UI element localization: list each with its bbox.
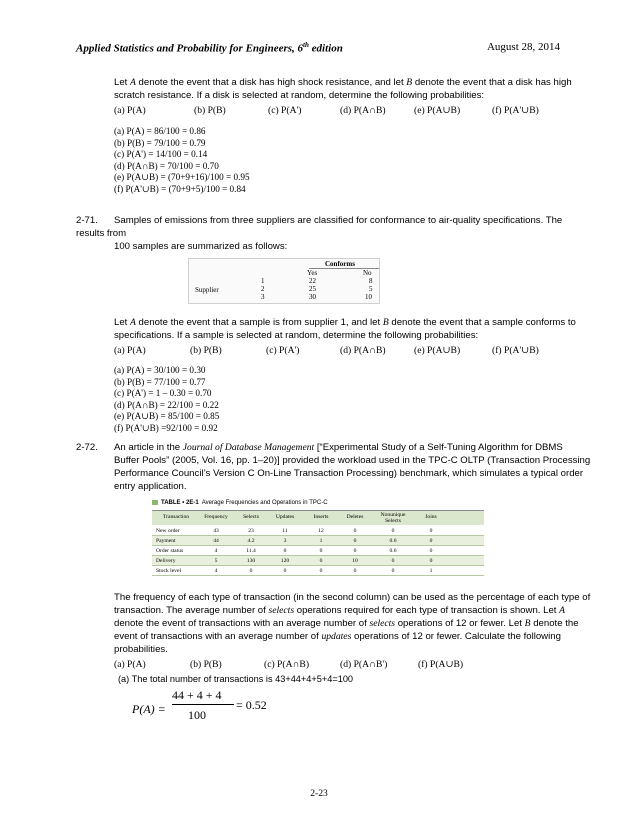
problem-71-line-1: Samples of emissions from three suppliers are classified for conformance to air-quality specifications. The [114,215,563,226]
cell: Order status [156,548,184,554]
no-2: 5 [369,285,373,293]
problem-72-para-4: event of transactions with an average number of updates operations of 12 or fewer. Calculate the following [114,631,561,642]
running-header-title: Applied Statistics and Probability for Engineers, 6th edition [76,41,343,55]
cell: 0.6 [389,548,397,554]
caption-marker [152,500,158,505]
option-d: (d) P(A∩B) [340,345,386,356]
cell: Delivery [156,558,176,564]
problem-72-line-2: Buffer Pools” (2005, Vol. 16, pp. 1–20)] provided the workload used in the TPC-C OLTP (Transaction Processing [114,455,591,466]
col-yes: Yes [307,269,318,277]
no-3: 10 [365,293,372,301]
cell: 0 [283,568,287,574]
table-row [152,526,484,536]
no-1: 8 [369,277,373,285]
problem-71-number: 2-71. [76,215,98,226]
cell: 0 [429,528,433,534]
problem-71-question-1: Let A denote the event that a sample is from supplier 1, and let B denote the event that a sample conforms to [114,317,576,328]
problem-70-line-1: Let A denote the event that a disk has high shock resistance, and let B denote the event that a disk has high [114,77,572,88]
problem-72-line-3: Performance Council’s Version C On-Line Transaction Processing) benchmark, which simulates a typical order [114,468,584,479]
conforms-header: Conforms [325,260,355,268]
tpc-c-table [152,500,484,578]
formula-result: = 0.52 [236,698,267,712]
col-frequency: Frequency [204,514,228,520]
conformance-table [188,258,380,304]
cell: 120 [280,558,290,564]
cell: 1 [319,538,323,544]
table-header-row [152,510,484,525]
formula-denominator: 100 [188,708,206,722]
option-d: (d) P(A∩B') [340,659,388,670]
problem-70-options [114,105,554,118]
col-updates: Updates [275,514,295,520]
problem-72-para-5: probabilities. [114,644,168,655]
problem-72-line-1: An article in the Journal of Database Management [“Experimental Study of a Self-Tuning Algorithm for DBMS [114,442,563,453]
cell: 0 [319,568,323,574]
answer-line: (f) P(A'∪B) =92/100 = 0.92 [114,422,218,433]
fraction-bar [172,704,234,705]
cell: 0 [429,538,433,544]
option-b: (b) P(B) [194,105,226,116]
option-b: (b) P(B) [190,659,222,670]
col-joins: Joins [425,514,437,520]
cell: 23 [248,528,254,534]
cell: 0 [429,558,433,564]
cell: 0 [353,528,357,534]
problem-72-line-4: entry application. [114,481,187,492]
cell: 0 [283,548,287,554]
answer-line: (a) P(A) = 30/100 = 0.30 [114,365,206,375]
option-c: (c) P(A') [266,345,300,356]
option-a: (a) P(A) [114,105,146,116]
option-e: (e) P(A∪B) [414,345,461,356]
cell: Payment [156,538,176,544]
option-f: (f) P(A'∪B) [492,345,539,356]
option-a: (a) P(A) [114,345,146,356]
table-caption: TABLE • 2E-1 Average Frequencies and Operations in TPC-C [152,500,328,506]
table-row [152,556,484,566]
problem-71-line-2: results from [76,228,127,239]
cell: 12 [318,528,324,534]
yes-2: 25 [309,285,316,293]
answer-line: (d) P(A∩B) = 70/100 = 0.70 [114,160,219,171]
answer-line: (f) P(A'∪B) = (70+9+5)/100 = 0.84 [114,183,246,194]
problem-72-answer-intro: (a) The total number of transactions is 43+44+4+5+4=100 [118,674,354,684]
option-c: (c) P(A∩B) [264,659,310,670]
cell: 4 [214,548,218,554]
cell: 3 [283,538,287,544]
cell: 1 [429,568,433,574]
cell: 0.6 [389,538,397,544]
cell: 4 [214,568,218,574]
problem-71-answers [114,365,219,435]
problem-72-number: 2-72. [76,442,98,453]
cell: 5 [214,558,218,564]
problem-71-question-2: specifications. If a sample is selected at random, determine the following probabilities: [114,330,479,341]
supplier-1: 1 [261,277,265,285]
answer-line: (e) P(A∪B) = (70+9+16)/100 = 0.95 [114,172,250,183]
probability-formula [132,688,272,732]
problem-72-para-3: denote the event of transactions with an average number of selects operations of 12 or fewer. Let B denote the [114,618,579,629]
problem-72-para-2: transaction. The average number of selects operations required for each type of transaction is shown. Let A [114,605,565,616]
option-f: (f) P(A∪B) [418,659,464,670]
yes-1: 22 [309,277,316,285]
problem-70-line-2: scratch resistance. If a disk is selected at random, determine the following probabilities: [114,90,485,101]
cell: 0 [353,538,357,544]
cell: New order [156,528,180,534]
cell: 0 [391,558,395,564]
col-inserts: Inserts [313,514,329,520]
answer-line: (a) P(A) = 86/100 = 0.86 [114,126,206,136]
table-row [152,566,484,576]
cell: 0 [429,548,433,554]
problem-71-options [114,345,564,358]
cell: 0 [319,548,323,554]
problem-70-answers [114,126,250,196]
answer-line: (c) P(A') = 14/100 = 0.14 [114,149,208,160]
page-number: 2-23 [310,788,328,799]
cell: 10 [352,558,358,564]
cell: 44 [213,538,219,544]
cell: 4.2 [247,538,255,544]
col-nonunique-selects: Nonunique Selects [380,512,406,524]
supplier-2: 2 [261,285,265,293]
answer-line: (b) P(B) = 77/100 = 0.77 [114,376,206,387]
cell: 0 [391,568,395,574]
col-no: No [363,269,372,277]
cell: 0 [319,558,323,564]
formula-numerator: 44 + 4 + 4 [172,688,222,702]
col-transaction: Transaction [162,514,190,520]
cell: Stock level [156,568,182,574]
option-f: (f) P(A'∪B) [492,105,539,116]
col-selects: Selects [243,514,259,520]
cell: 11.4 [246,548,256,554]
cell: 11 [282,528,288,534]
cell: 130 [246,558,256,564]
answer-line: (b) P(B) = 79/100 = 0.79 [114,137,206,148]
problem-72-options [114,659,494,672]
yes-3: 30 [309,293,316,301]
table-row [152,546,484,556]
option-d: (d) P(A∩B) [340,105,386,116]
table-row [152,536,484,546]
option-b: (b) P(B) [190,345,222,356]
answer-line: (c) P(A') = 1 – 0.30 = 0.70 [114,388,212,399]
option-e: (e) P(A∪B) [414,105,461,116]
formula-lhs: P(A) = [132,702,166,716]
option-c: (c) P(A') [268,105,302,116]
cell: 0 [353,568,357,574]
cell: 43 [213,528,219,534]
cell: 0 [391,528,395,534]
supplier-3: 3 [261,293,265,301]
supplier-label: Supplier [195,286,219,294]
cell: 0 [249,568,253,574]
problem-72-para-1: The frequency of each type of transaction (in the second column) can be used as the percentage of each type of [114,592,591,603]
cell: 0 [353,548,357,554]
problem-71-line-3: 100 samples are summarized as follows: [114,241,288,252]
answer-line: (d) P(A∩B) = 22/100 = 0.22 [114,399,219,410]
answer-line: (e) P(A∪B) = 85/100 = 0.85 [114,411,220,422]
col-deletes: Deletes [346,514,364,520]
running-header-date: August 28, 2014 [486,41,560,53]
option-a: (a) P(A) [114,659,146,670]
